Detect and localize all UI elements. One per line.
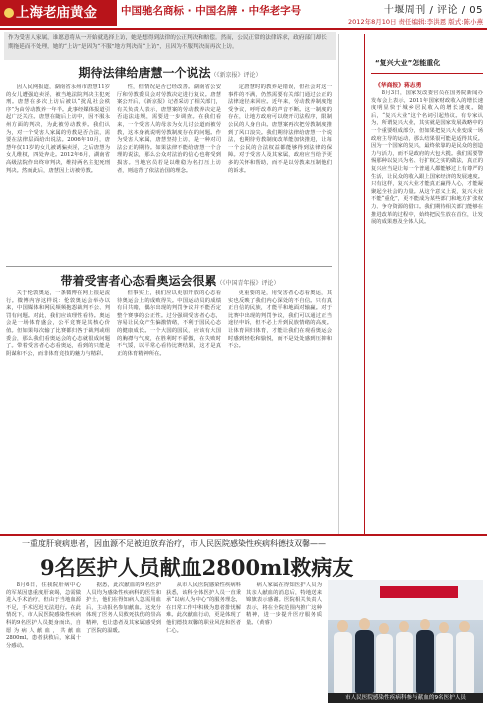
column-divider <box>338 34 339 534</box>
story-column <box>86 582 161 700</box>
article-text: 8月3日，国家发改委官员在国务院新闻办发布会上表示，2011年国家财政收入的增长速度明显快于城乡居民收入的增长速度。随后，“复兴大业”这个名词引起热议。有专家认为，所谓复兴大业，其实就是国家发展战略中的一个重要组成部分，但如果把复兴大业变成一场政府主导的运动，那么结果很可能是适得其反。因为一个国家的复兴，最终依靠的是民众的创造力与活力，而不是政府的大包大揽。我们需要警惕那种以复兴为名、行扩权之实的做法，真正的复兴应当是让每一个普通人都能够过上有尊严的生活，让民众的收入跟上国家经济的发展速度。只有这样，复兴大业才能真正赢得人心，才能凝聚起全社会的力量。从这个意义上说，复兴大业不能“重化”，更不能成为某些部门和地方扩张权力、争夺资源的借口。我们期待相关部门能够在推进改革的过程中，始终把民生放在首位，让发展的成果惠及全体人民。 <box>371 90 483 226</box>
section-divider <box>6 266 332 267</box>
story-column <box>246 582 322 700</box>
person-head <box>439 622 449 633</box>
page-header <box>0 0 487 30</box>
article-title <box>60 272 280 289</box>
section-label: 十堰周刊 / 评论 / 05 <box>383 5 483 16</box>
photo-caption: 市人民医院感染性疾病科参与献血的9名医护人员 <box>328 693 483 703</box>
article-text: 更重要的是，用受害者心态看奥运，其实也反映了我们内心深处的不自信。只有真正自信的民族，才能平和地面对输赢。对于比赛中出现的判罚争议，我们可以通过正当途径申诉，但不必上升到民族情绪的高度。让体育回归体育，才能让我们在观看奥运会时感到轻松和愉悦，而不是处处感到压抑和不公。 <box>228 290 332 350</box>
article-text: 据悉，此次献血的9名医护人员均为感染性疾病科的医生和护士，他们在得知病人急需用血后，主动报名参加献血。这充分体现了医务人员救死扶伤的崇高精神，也让患者及其家属感受到了医院的温暖。 <box>86 582 161 634</box>
article-title <box>60 64 280 81</box>
story-headline: 9名医护人员献血2800ml救病友 <box>40 555 354 580</box>
person-figure <box>436 633 453 693</box>
article-title-text: 期待法律给唐慧一个说法 <box>78 66 211 80</box>
article-text: 性，但情况是否已经改善。湖南省公安厅和劳教委员会对劳教决定进行复议。唐慧案公开后，《新京报》记者采访了相关部门，有关负责人表示，唐慧案的劳动教养决定是否违法违规，需要进一步调查。在我们看来，一个受害人的母亲为女儿讨公道而被劳教，这本身就说明劳教制度存在的问题。作为受害人家属，唐慧坚持上访，是一种对司法公正的期待。如果法律不能给唐慧一个合理的说法，那么公众对法治的信心也将受到损害。当地官员若是以维稳为名打压上访者，则违背了依法治国的理念。 <box>117 84 221 174</box>
person-figure <box>376 634 393 693</box>
person-head <box>359 618 370 630</box>
article-text: 定唐慧时的教养是错误，但社会对这一事件的不满，仍然需要有关部门通过公正的法律途径来回应。近年来，劳动教养制度饱受争议，呼吁改革的声音不断。这一制度的存在，让地方政府可以绕开司法程序，限制公民的人身自由。唐慧案再次把劳教制度推到了风口浪尖。我们期待法律给唐慧一个说法，也期待劳教制度改革能加快推进，让每一个公民的合法权益都能够得到法律的保障。对于受害人及其家属，政府应当给予更多的关怀和帮助，而不是以劳教来压制他们的诉求。 <box>228 84 332 174</box>
person-head <box>420 619 430 630</box>
article-source: （《中国青年报》评论） <box>216 280 280 287</box>
story-column <box>6 582 81 700</box>
article-text: 病人家属在得知医护人员为其亲人献血的消息后，特地送来锦旗表示感谢。医院相关负责人表示，将在全院范围内推广这种精神，进一步提升医疗服务质量。（黄睿） <box>246 582 322 626</box>
brand-logo-icon <box>4 8 14 18</box>
person-figure <box>456 632 474 693</box>
article-column <box>6 290 110 532</box>
header-rule <box>0 28 487 30</box>
lead-note: 作为受害人家属，谁愿意将从一开始就选择上访，她是想得到法律的公正判决和赔偿。然而，公民正常的法律诉求，政府部门却长期拖延而不处理，她的“上访”是因为“不服”地方判决而“上访”，且因为不服判决而再次上访。 <box>4 32 336 60</box>
side-article-body <box>371 90 483 530</box>
article-column <box>6 84 110 262</box>
article-text: 从市人民医院感染性疾病科获悉，该科全体医护人员一直秉承“以病人为中心”的服务理念，在日常工作中积极为患者排忧解难。此次献血行动，更是体现了他们德技双馨的职业风范和医者仁心。 <box>166 582 241 634</box>
brand-name: 上海老庙黄金 <box>16 5 97 21</box>
photo-banner <box>380 586 458 598</box>
person-head <box>337 620 348 632</box>
person-figure <box>334 632 352 693</box>
right-title-rule <box>371 73 483 74</box>
column-divider <box>364 34 365 534</box>
article-column <box>228 84 332 262</box>
person-figure <box>416 630 434 693</box>
article-column <box>228 290 332 532</box>
issue-meta: 2012年8月10日 责任编辑:李洪恩 版式:陈小燕 <box>348 18 483 26</box>
article-title-text: 带着受害者心态看奥运会很累 <box>60 274 217 288</box>
article-column <box>117 84 221 262</box>
person-head <box>399 621 409 632</box>
story-kicker: 一重度肝衰病患者，因血源不足被迫放弃治疗，市人民医院感染性疾病科德技双馨—— <box>22 539 326 548</box>
brand-banner <box>0 0 117 26</box>
person-figure <box>396 632 413 693</box>
article-column <box>117 290 221 532</box>
article-text: 因人民网报道，湖南省永州市唐慧11岁的女儿遭强迫卖淫，被当地法院判决主犯死刑。唐慧在多次上访后被以“扰乱社会秩序”为由劳动教养一年半。此事经媒体报道引起广泛关注。唐慧在随后上访中，因不服永州方面的判决，为此被劳动教养。我们认为，对一个受害人家属的劳教是否合法，需要在法律层面给出说法。2006年10月，唐慧年仅11岁的女儿被诱骗卖淫，之后唐慧为女儿维权，四处奔走。2012年6月，湖南省高级法院作出终审判决，维持两名主犯死刑判决。然而此后，唐慧因上访被劳教。 <box>6 84 110 174</box>
staff-photo <box>328 580 483 693</box>
person-figure <box>355 630 374 693</box>
issue-info <box>348 1 483 26</box>
person-head <box>379 623 389 634</box>
article-text: 关于伦敦奥运，一条微博在网上很是流行。微博内容这样说：伦敦奥运会举办以来，中国媒体和网民频频抱怨裁判不公、判罚有问题。对此，我们应该理性看待。奥运会是一场体育盛会，公平竞赛是其核心价值。但如果每次输了比赛都归咎于裁判或组委会，那么我们看奥运会的心态就很成问题了。带着受害者心态看奥运，看到的只能是阴谋和不公，而非体育竞技的魅力与精彩。 <box>6 290 110 357</box>
person-head <box>459 621 470 632</box>
brand-slogan: 中国驰名商标 · 中国名牌 · 中华老字号 <box>121 5 302 17</box>
side-article-author: 《华商报》蒋志勇 <box>375 83 422 89</box>
article-text: 但事实上，我们应以更加开放的心态看待奥运会上的成败得失。中国运动员的成绩有目共睹，偶尔出现的判罚争议并不能否定整个赛事的公正性。过分强调受害者心态，容易让民众产生偏激情绪，不利于国民心态的健康成长。一个大国的国民，应该有大国的胸襟与气度，在胜利时不骄傲，在失败时不气馁，以平常心看待比赛结果，这才是真正的体育精神所在。 <box>117 290 221 357</box>
article-text: 8月6日，住我院肝病中心的军某因患重度肝衰竭，急需做进入手术治疗，但由于当地血源不足，手术迟迟无法进行。在此情况下，市人民医院感染性疾病科的9名医护人员挺身而出，自愿为病人献血，共献血2800ml。患者获救后，家属十分感动。 <box>6 582 81 649</box>
side-article-title: “复兴大业”怎能重化 <box>375 59 441 67</box>
section-divider <box>0 534 487 536</box>
article-source: （《新京报》评论） <box>210 72 262 79</box>
story-column <box>166 582 241 700</box>
